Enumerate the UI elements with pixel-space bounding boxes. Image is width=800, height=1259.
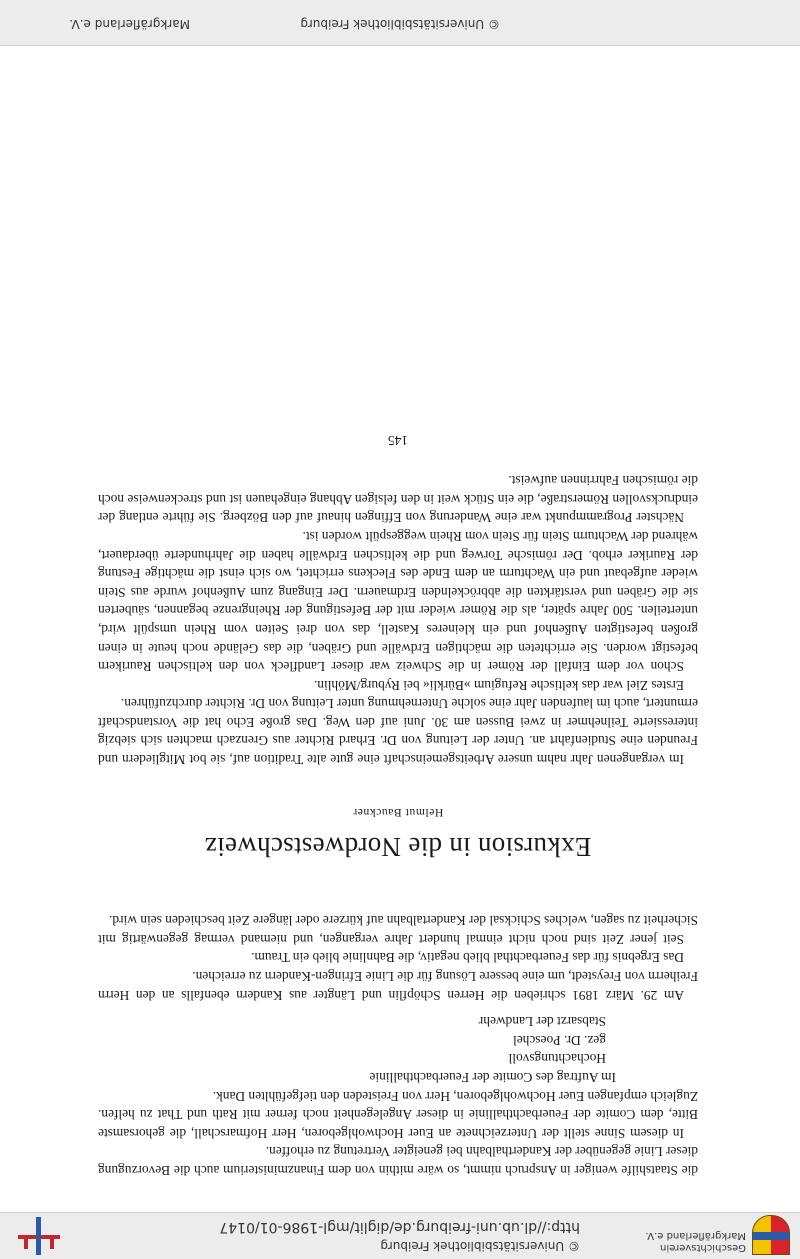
paragraph: In diesem Sinne stellt der Unterzeichnete an Euer Hochwohlgeboren, Herr Hofmarschall, die gehorsamste Bitte, dem Comite der Feuerbachthallinie in dieser Angelegenheit noch ferner mit Rath und That zu helfen. Zugleich empfangen Euer Hochwohlgeboren, Herr von Freisteden den tiefgefühlten Dank. bbox=[98, 1088, 698, 1141]
header-bar bbox=[0, 1212, 800, 1259]
footer-bar bbox=[0, 0, 800, 46]
paragraph: Schon vor dem Einfall der Römer in die Schweiz war dieser Landfleck von den keltischen Raurikern befestigt worden. Sie errichteten die mächtigen Erdwälle und Gräben, die das Gelände noch heute in einen großen befestigten Außenhof und ein kleineres Kastell, das von drei Seiten vom Rhein umspült wird, unterteilen. 500 Jahre später, als die Römer wieder mit der Befestigung der Rheingrenze begannen, säuberten sie die Gräben und verstärkten die abbröckelnden Erdmauern. Der Eingang zum Außenhof wurde aus Stein wieder aufgebaut und ein Wachturm an dem Ende des Fleckens errichtet, wo sich einst die mächtige Festung der Rauriker erhob. Der römische Torweg und die keltischen Erdwälle haben die Jahrhunderte überdauert, während der Wachturm Stein für Stein vom Rhein weggespült worden ist. bbox=[98, 528, 698, 675]
signature-line: Im Auftrag des Comite der Feuerbachthallinie bbox=[369, 1070, 616, 1086]
society-label: Geschichtsverein Markgräflerland e.V. bbox=[645, 1230, 746, 1253]
document-page bbox=[98, 430, 698, 1179]
paragraph: Erstes Ziel war das keltische Refugium »Bürkli« bei Ryburg/Möhlin. bbox=[313, 677, 684, 693]
coat-of-arms-logo bbox=[752, 1215, 790, 1255]
signature-line: Stabsarzt der Landwehr bbox=[478, 1014, 606, 1030]
paragraph: die Staatshilfe weniger in Anspruch nimmt, so wäre mithin von dem Finanzministerium auch die Bevorzugung dieser Linie gegenüber der Kanderthalbahn bei geneigter Vertretung zu erhoffen. bbox=[98, 1144, 698, 1178]
signature-line: Hochachtungsvoll bbox=[508, 1051, 606, 1067]
paragraph: Seit jener Zeit sind noch nicht einmal hundert Jahre vergangen, und niemand vermag gegenwärtig mit Sicherheit zu sagen, welches Schicksal der Kandertalbahn auf kürzere oder längere Zeit beschieden sein wird. bbox=[98, 913, 698, 947]
paragraph: Das Ergebnis für das Feuerbachthal blieb negativ, die Bahnlinie blieb ein Traum. bbox=[251, 950, 684, 966]
copyright-text: © Universitätsbibliothek Freiburg bbox=[380, 1239, 580, 1253]
signature-line: gez. Dr. Poeschel bbox=[513, 1032, 606, 1048]
article-title: Exkursion in die Nordwestschweiz bbox=[204, 831, 592, 862]
footer-copyright: © Universitätsbibliothek Freiburg bbox=[300, 17, 500, 31]
document-url-link[interactable]: http://dl.ub.uni-freiburg.de/diglit/mgl-1986-01/0147 bbox=[219, 1219, 580, 1235]
paragraph: Nächster Programmpunkt war eine Wanderung von Effingen hinauf auf den Bözberg. Sie führte entlang der eindrucksvollen Römerstraße, die ein Stück weit in den felsigen Abhang eingehauen ist und streckenweise noch die römischen Fahrrinnen aufweist. bbox=[98, 473, 698, 526]
footer-society: Markgräflerland e.V. bbox=[69, 17, 190, 31]
university-library-logo bbox=[18, 1217, 60, 1255]
paragraph: Am 29. März 1891 schrieben die Herren Schöpflin und Längter aus Kandern ebenfalls an den Herrn Freiherrn von Freystedt, um eine bessere Lösung für die Linie Efringen-Kandern zu erreichen. bbox=[98, 969, 698, 1003]
paragraph: Im vergangenen Jahr nahm unsere Arbeitsgemeinschaft eine gute alte Tradition auf, sie bot Mitgliedern und Freunden eine Studienfahrt an. Unter der Leitung von Dr. Erhard Richter aus Grenzach machten sich siebzig interessierte Teilnehmer in zwei Bussen am 30. Juni auf den Weg. Das große Echo hat die Vorstandschaft ermuntert, auch im laufenden Jahr eine solche Unternehmung unter Leitung von Dr. Richter durchzuführen. bbox=[98, 696, 698, 768]
article-author: Helmut Bauckner bbox=[352, 805, 444, 818]
page-number: 145 bbox=[387, 432, 409, 448]
